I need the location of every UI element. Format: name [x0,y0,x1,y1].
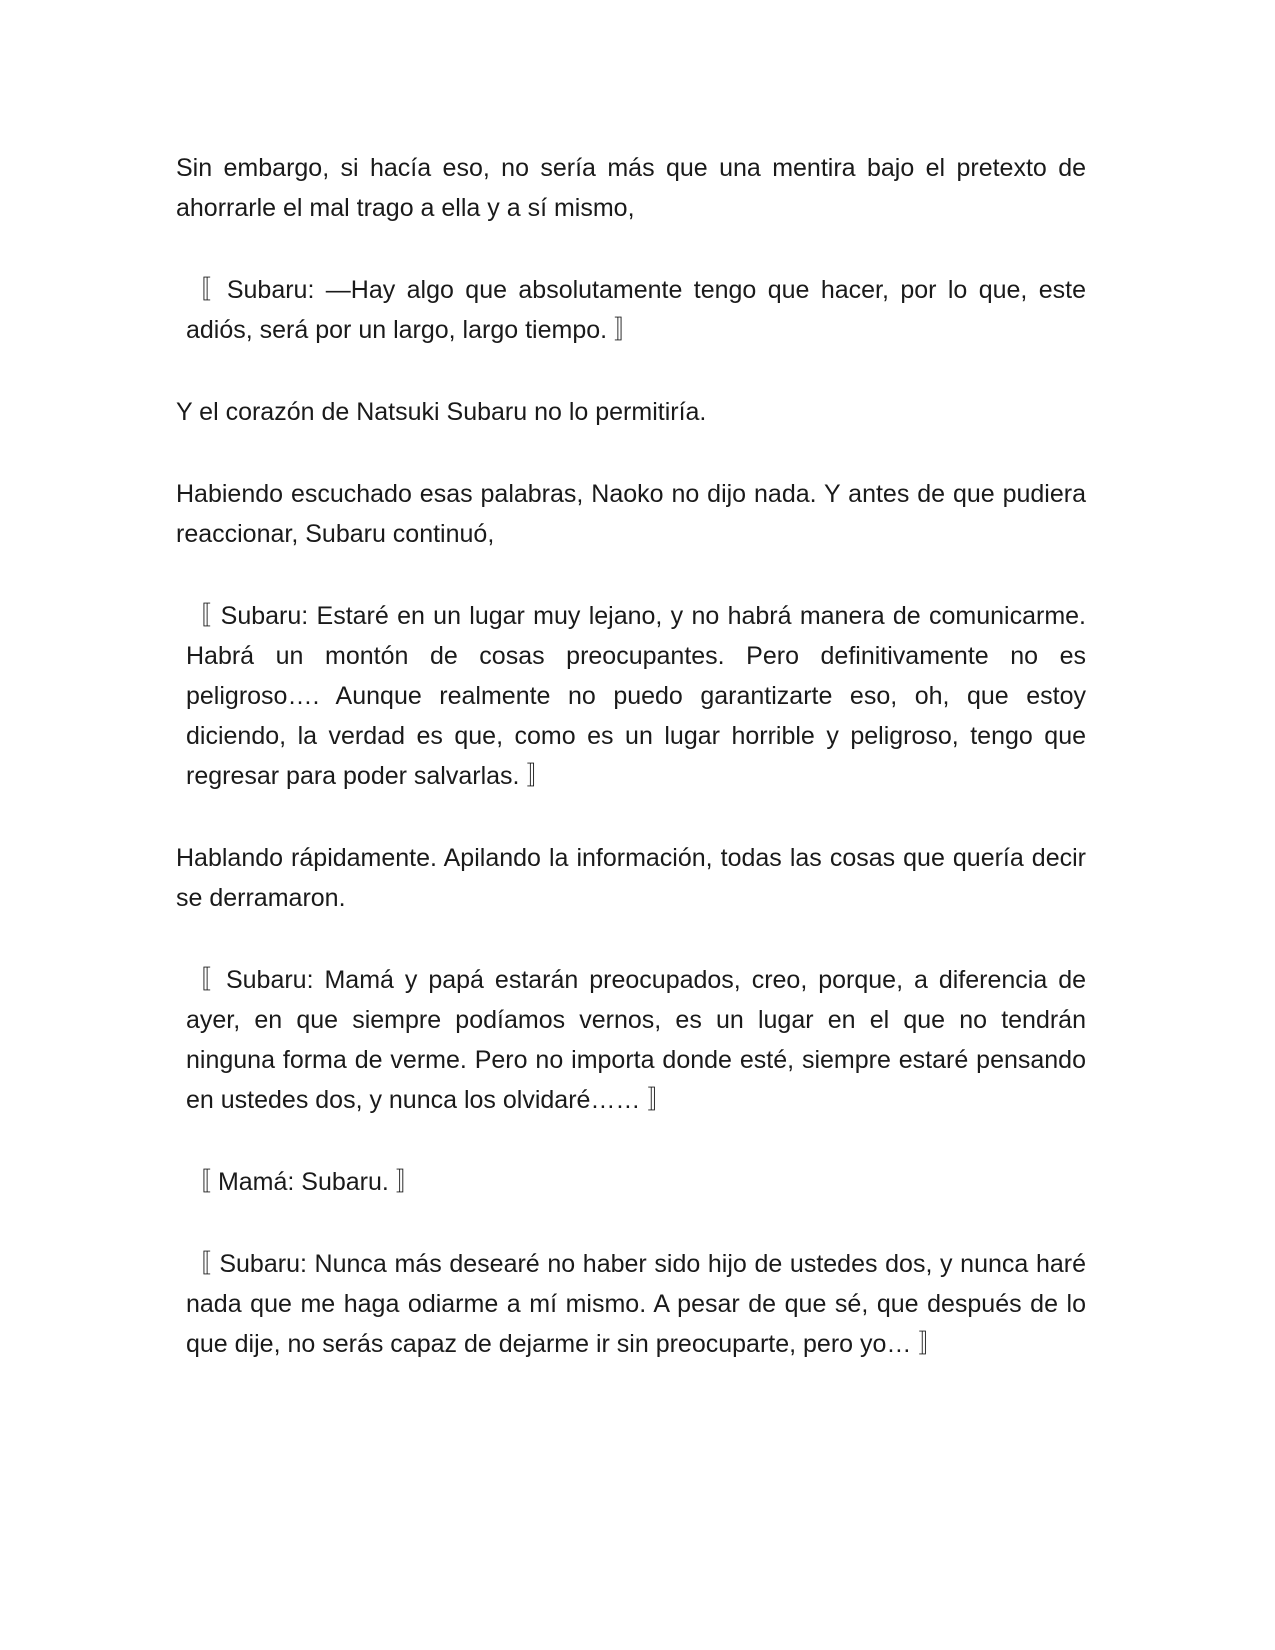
paragraph-narration: Sin embargo, si hacía eso, no sería más que una mentira bajo el pretexto de ahorrarle el mal trago a ella y a sí mismo, [176,154,1086,222]
text-body [176,148,1086,1406]
paragraph-dialogue: 〚 Mamá: Subaru. 〛 [186,1168,421,1196]
paragraph-dialogue: 〚 Subaru: Mamá y papá estarán preocupados, creo, porque, a diferencia de ayer, en que siempre podíamos vernos, es un lugar en el que no tendrán ninguna forma de verme. Pero no importa donde esté, siempre estaré pensando en ustedes dos, y nunca los olvidaré…… 〛 [186,966,1086,1114]
paragraph-dialogue: 〚 Subaru: Nunca más desearé no haber sido hijo de ustedes dos, y nunca haré nada que me haga odiarme a mí mismo. A pesar de que sé, que después de lo que dije, no serás capaz de dejarme ir sin preocuparte, pero yo… 〛 [186,1250,1086,1358]
paragraph-narration: Habiendo escuchado esas palabras, Naoko no dijo nada. Y antes de que pudiera reaccionar, Subaru continuó, [176,480,1086,548]
paragraph-narration: Y el corazón de Natsuki Subaru no lo permitiría. [176,398,707,426]
paragraph-narration: Hablando rápidamente. Apilando la información, todas las cosas que quería decir se derramaron. [176,844,1086,912]
paragraph-dialogue: 〚 Subaru: —Hay algo que absolutamente tengo que hacer, por lo que, este adiós, será por un largo, largo tiempo. 〛 [186,276,1086,344]
paragraph-dialogue: 〚 Subaru: Estaré en un lugar muy lejano, y no habrá manera de comunicarme. Habrá un montón de cosas preocupantes. Pero definitivamente no es peligroso…. Aunque realmente no puedo garantizarte eso, oh, que estoy diciendo, la verdad es que, como es un lugar horrible y peligroso, tengo que regresar para poder salvarlas. 〛 [186,602,1086,790]
